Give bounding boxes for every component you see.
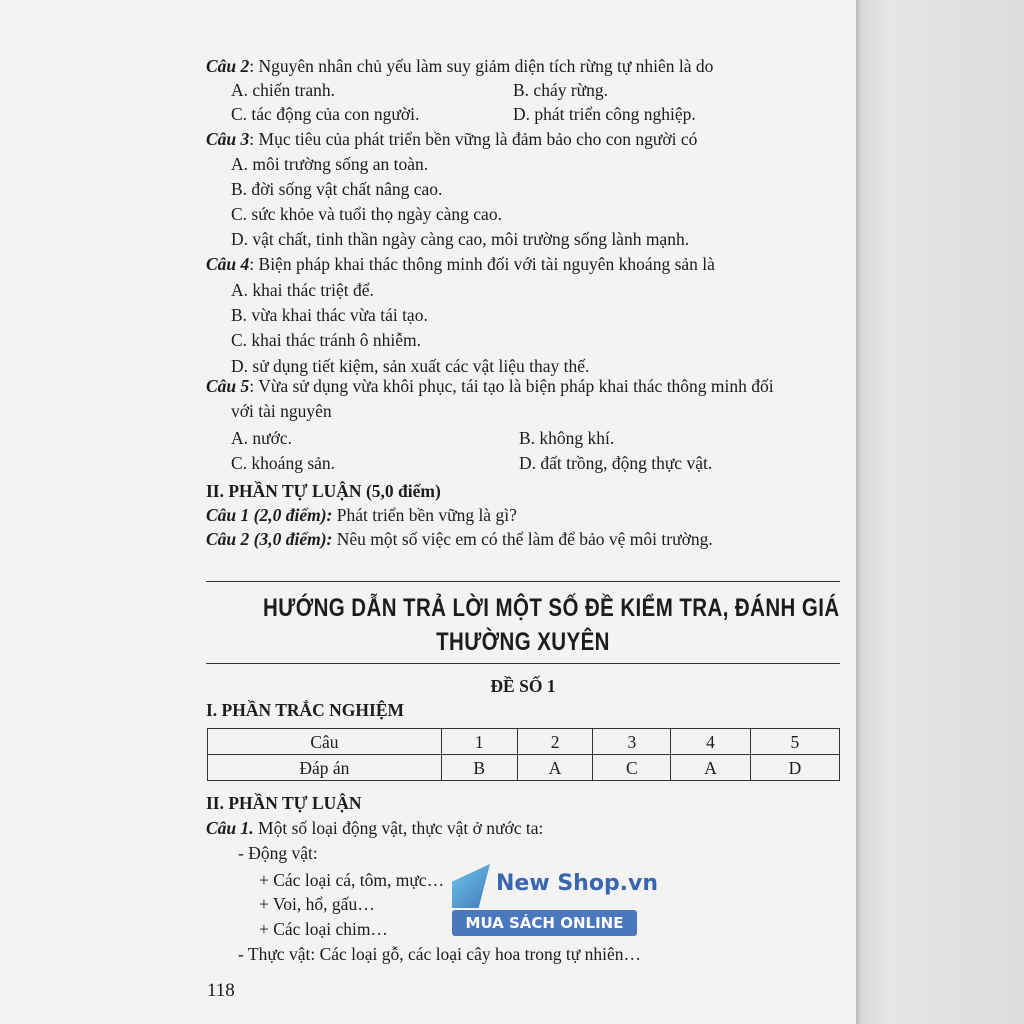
table-cell: C [593, 755, 671, 781]
option: A. nước. [231, 428, 293, 448]
option: D. vật chất, tinh thần ngày càng cao, môi trường sống lành mạnh. [231, 229, 690, 249]
section-title-line-1: HƯỚNG DẪN TRẢ LỜI MỘT SỐ ĐỀ KIỂM TRA, ĐÁNH GIÁ [263, 594, 840, 622]
part-1-heading: I. PHẦN TRẮC NGHIỆM [206, 700, 405, 720]
answer-question-1: Câu 1. Một số loại động vật, thực vật ở nước ta: [206, 818, 544, 838]
option: A. chiến tranh. [231, 80, 335, 100]
divider [206, 581, 840, 582]
answer-line: + Các loại cá, tôm, mực… [259, 870, 445, 890]
answer-line: - Thực vật: Các loại gỗ, các loại cây hoa trong tự nhiên… [238, 944, 642, 964]
option: A. môi trường sống an toàn. [231, 154, 429, 174]
option: B. không khí. [519, 428, 615, 448]
book-spine-shadow [856, 0, 1024, 1024]
option: D. sử dụng tiết kiệm, sản xuất các vật liệu thay thế. [231, 356, 590, 376]
watermark-tagline: MUA SÁCH ONLINE [452, 910, 637, 936]
watermark-brand: New Shop.vn [496, 871, 659, 896]
table-cell: D [750, 755, 839, 781]
answer-table [207, 728, 840, 781]
question-5-continued: với tài nguyên [231, 401, 332, 421]
question-3: Câu 3: Mục tiêu của phát triển bền vững là đảm bảo cho con người có [206, 129, 698, 149]
table-cell: 3 [593, 729, 671, 755]
answer-line: + Voi, hổ, gấu… [259, 894, 375, 914]
arrow-logo-icon [452, 864, 490, 908]
table-row [208, 729, 840, 755]
option: B. cháy rừng. [513, 80, 609, 100]
table-cell: A [671, 755, 751, 781]
essay-question-1: Câu 1 (2,0 điểm): Phát triển bền vững là gì? [206, 505, 517, 525]
option: D. đất trồng, động thực vật. [519, 453, 713, 473]
option: B. vừa khai thác vừa tái tạo. [231, 305, 428, 325]
question-2: Câu 2: Nguyên nhân chủ yếu làm suy giảm diện tích rừng tự nhiên là do [206, 56, 714, 76]
table-cell: 2 [517, 729, 593, 755]
section-title-line-2: THƯỜNG XUYÊN [436, 628, 610, 656]
table-cell: 5 [750, 729, 839, 755]
answer-line: - Động vật: [238, 843, 318, 863]
divider [206, 663, 840, 664]
option: D. phát triển công nghiệp. [513, 104, 696, 124]
essay-heading: II. PHẦN TỰ LUẬN (5,0 điểm) [206, 481, 441, 501]
option: B. đời sống vật chất nâng cao. [231, 179, 443, 199]
option: A. khai thác triệt để. [231, 280, 374, 300]
table-cell: 4 [671, 729, 751, 755]
table-cell: Đáp án [208, 755, 442, 781]
option: C. sức khỏe và tuổi thọ ngày càng cao. [231, 204, 502, 224]
table-cell: B [441, 755, 517, 781]
table-row [208, 755, 840, 781]
option: C. khoáng sản. [231, 453, 336, 473]
question-4: Câu 4: Biện pháp khai thác thông minh đối với tài nguyên khoáng sản là [206, 254, 715, 274]
watermark-logo [452, 864, 692, 938]
table-cell: Câu [208, 729, 442, 755]
essay-question-2: Câu 2 (3,0 điểm): Nêu một số việc em có thể làm để bảo vệ môi trường. [206, 529, 713, 549]
option: C. khai thác tránh ô nhiễm. [231, 330, 422, 350]
answer-line: + Các loại chim… [259, 919, 388, 939]
table-cell: A [517, 755, 593, 781]
option: C. tác động của con người. [231, 104, 420, 124]
question-5: Câu 5: Vừa sử dụng vừa khôi phục, tái tạo là biện pháp khai thác thông minh đối [206, 376, 774, 396]
part-2-heading: II. PHẦN TỰ LUẬN [206, 793, 362, 813]
table-cell: 1 [441, 729, 517, 755]
page-number: 118 [207, 980, 235, 1001]
exam-number: ĐỀ SỐ 1 [490, 676, 556, 696]
